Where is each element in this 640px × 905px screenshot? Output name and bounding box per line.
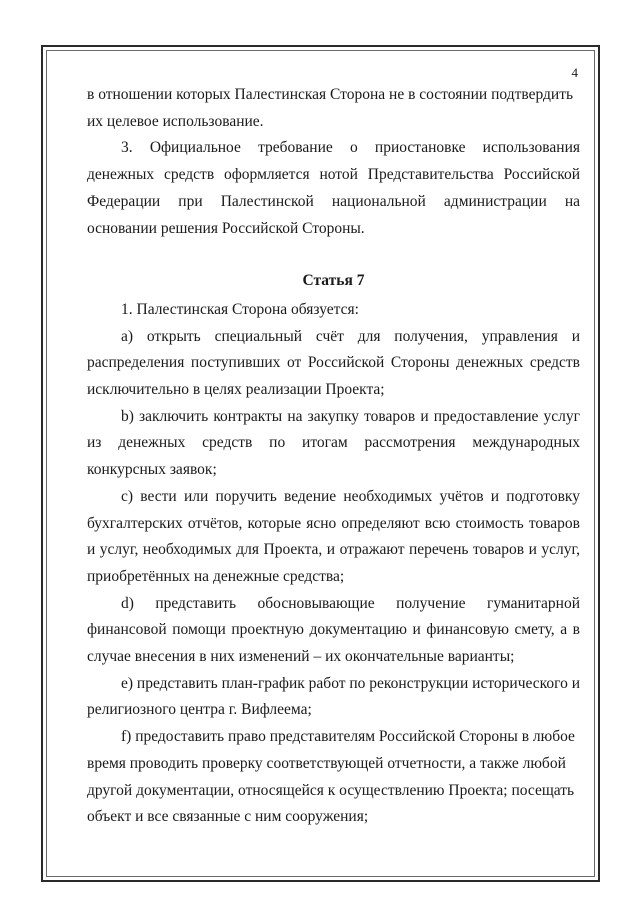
list-item-e: e) представить план-график работ по реконструкции исторического и религиозного центра г. Вифлеема; xyxy=(87,674,581,719)
paragraph-3: 3. Официальное требование о приостановке использования денежных средств оформляется нотой Представительства Российской Федерации при Палестинской национальной администрации на основании решения Российской Стороны. xyxy=(87,139,580,237)
list-item-d: d) представить обосновывающие получение гуманитарной финансовой помощи проектную документацию и финансовую смету, а в случае внесения в них изменений – их окончательные варианты; xyxy=(87,594,580,666)
article-intro: 1. Палестинская Сторона обязуется: xyxy=(121,300,359,318)
list-item-f: f) предоставить право представителям Российской Стороны в любое время проводить проверку соответствующей отчетности, а также любой другой документации, относящейся к осуществлению Проекта; посещать объект и все связанные с ним сооружения; xyxy=(87,728,575,826)
page-number: 4 xyxy=(571,65,578,80)
document-body xyxy=(87,82,580,831)
document-page xyxy=(41,45,600,882)
article-title: Статья 7 xyxy=(302,272,365,290)
list-item-a: а) открыть специальный счёт для получения, управления и распределения поступивших от Российской Стороны денежных средств исключительно в целях реализации Проекта; xyxy=(87,327,580,399)
list-item-b: b) заключить контракты на закупку товаров и предоставление услуг из денежных средств по итогам рассмотрения международных конкурсных заявок; xyxy=(87,407,580,479)
continuation-paragraph: в отношении которых Палестинская Сторона не в состоянии подтвердить их целевое использование. xyxy=(87,86,574,130)
list-item-c: c) вести или поручить ведение необходимых учётов и подготовку бухгалтерских отчётов, которые ясно определяют всю стоимость товаров и услуг, необходимых для Проекта, и отражают перечень товаров и услуг, приобретённых на денежные средства; xyxy=(87,487,580,585)
